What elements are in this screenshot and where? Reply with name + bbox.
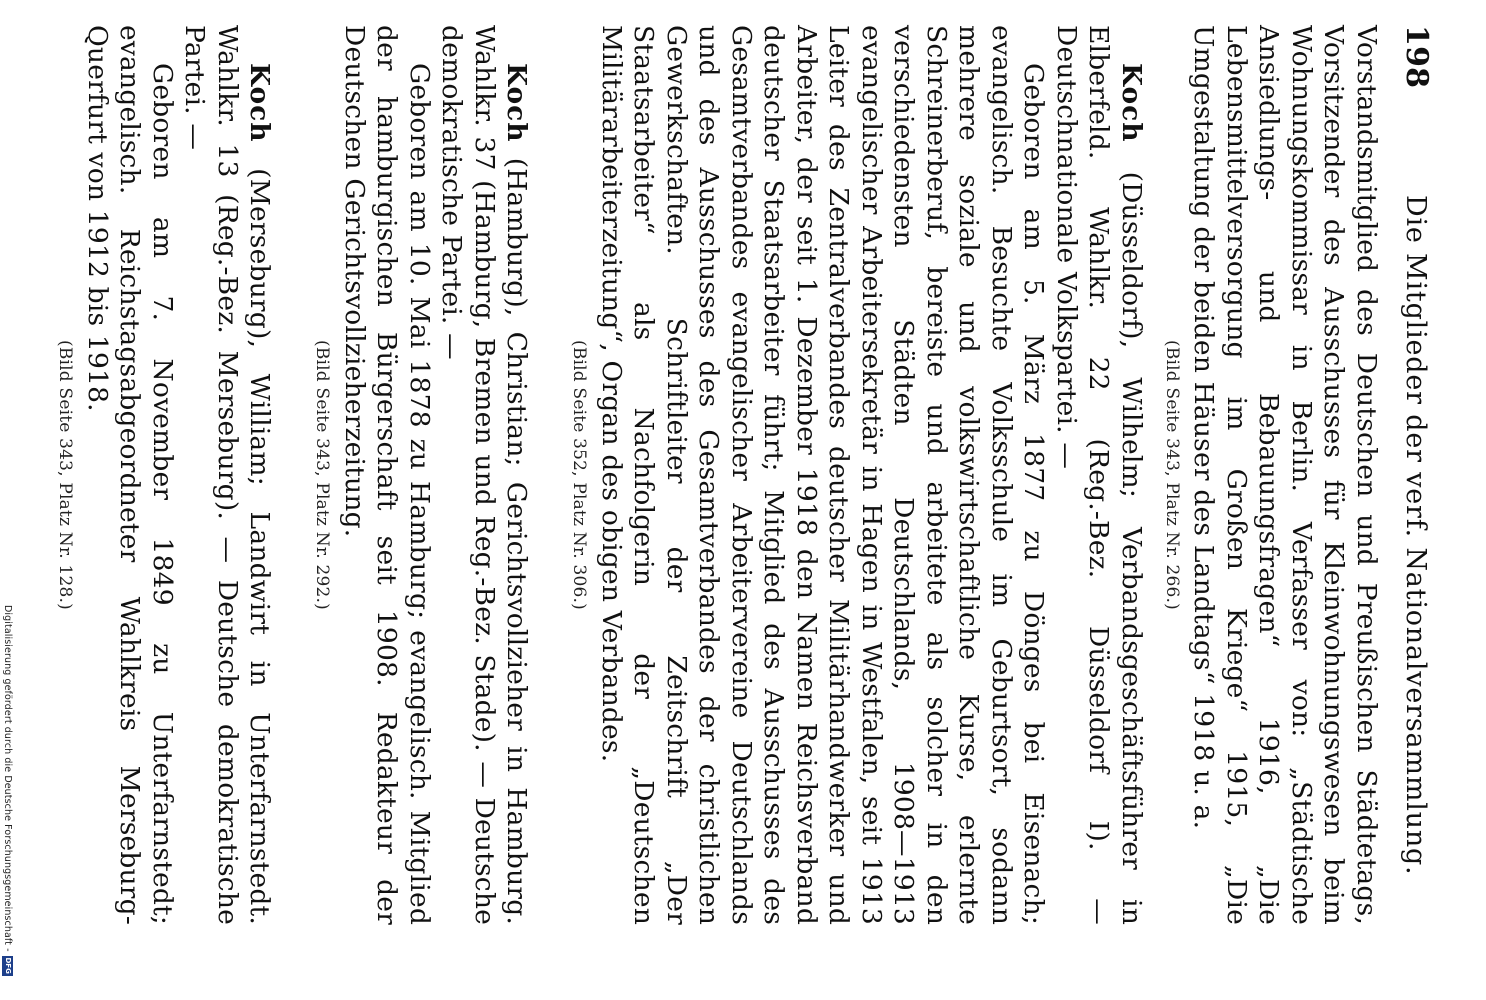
entry-body: Geboren am 10. Mai 1878 zu Hamburg; evangelisch. Mitglied der hamburgischen Bürgerschaft seit 1908. Redakteur der Deutschen Gerichtsvollzieherzeitung. xyxy=(339,25,435,925)
running-title: Die Mitglieder der verf. Nationalversammlung. xyxy=(1400,195,1431,876)
entry-header-text: (Merseburg), William; Landwirt in Unterfarnstedt. Wahlkr. 13 (Reg.-Bez. Merseburg). — Deutsche demokratische Partei. — xyxy=(179,25,276,925)
credit-text: Digitalisierung gefördert durch die Deutsche Forschungsgemeinschaft - xyxy=(2,605,14,952)
page-content xyxy=(55,25,1434,925)
biography-entry-koch-duesseldorf xyxy=(567,25,1148,925)
intro-paragraph: Vorstandsmitglied des Deutschen und Preußischen Städtetags, Vorsitzender des Ausschusses für Kleinwohnungswesen beim Wohnungskommissar in Berlin. Verfasser von: „Städtische Ansiedlungs- und Bebauungsfragen“ 1916, „Die Lebensmittelversorgung im Großen Kriege“ 1915, „Die Umgestaltung der beiden Häuser des Landtags“ 1918 u. a. xyxy=(1188,25,1382,925)
entry-picture-reference: (Bild Seite 343, Platz Nr. 128.) xyxy=(55,339,76,610)
entry-body: Geboren am 7. November 1849 zu Unterfarnstedt; evangelisch. Reichstagsabgeordneter Wahlkreis Merseburg-Querfurt von 1912 bis 1918. xyxy=(82,25,178,925)
entry-header-text: (Hamburg), Christian; Gerichtsvollzieher in Hamburg. Wahlkr. 37 (Hamburg, Bremen und Reg.-Bez. Stade). — Deutsche demokratische Partei. — xyxy=(436,25,533,925)
biography-entry-koch-hamburg xyxy=(310,25,533,925)
entry-header xyxy=(178,25,276,925)
entry-body: Geboren am 5. März 1877 zu Dönges bei Eisenach; evangelisch. Besuchte Volksschule im Geburtsort, sodann mehrere soziale und volkswirtschaftliche Kurse, erlernte Schreinerberuf, bereiste und arbeitete als solcher in den verschiedensten Städten Deutschlands, 1908—1913 evangelischer Arbeitersekretär in Hagen in Westfalen, seit 1913 Leiter des Zentralverbandes deutscher Militärhandwerker und Arbeiter, der seit 1. Dezember 1918 den Namen Reichsverband deutscher Staatsarbeiter führt; Mitglied des Ausschusses des Gesamtverbandes evangelischer Arbeitervereine Deutschlands und des Ausschusses des Gesamtverbandes der christlichen Gewerkschaften. Schriftleiter der Zeitschrift „Der Staatsarbeiter“ als Nachfolgerin der „Deutschen Militärarbeiterzeitung“, Organ des obigen Verbandes. xyxy=(596,25,1050,925)
biography-entry-koch-merseburg xyxy=(53,25,276,925)
digitization-credit xyxy=(2,605,14,1000)
entry-picture-reference: (Bild Seite 352, Platz Nr. 306.) xyxy=(569,339,590,610)
entry-header-text: (Düsseldorf), Wilhelm; Verbandsgeschäftsführer in Elberfeld. Wahlkr. 22 (Reg.-Bez. Düsseldorf I). — Deutschnationale Volkspartei. — xyxy=(1051,25,1147,925)
entry-surname: Koch xyxy=(1116,63,1147,143)
page-number: 198 xyxy=(1399,25,1434,89)
entry-picture-reference: (Bild Seite 343, Platz Nr. 292.) xyxy=(312,339,333,610)
intro-picture-reference: (Bild Seite 343, Platz Nr. 266.) xyxy=(1162,339,1182,610)
entry-surname: Koch xyxy=(501,63,533,143)
entry-header xyxy=(435,25,533,925)
entry-surname: Koch xyxy=(244,63,276,143)
running-header xyxy=(1382,25,1432,925)
entry-header xyxy=(1050,25,1148,925)
dfg-logo-icon: DFG xyxy=(4,957,13,974)
